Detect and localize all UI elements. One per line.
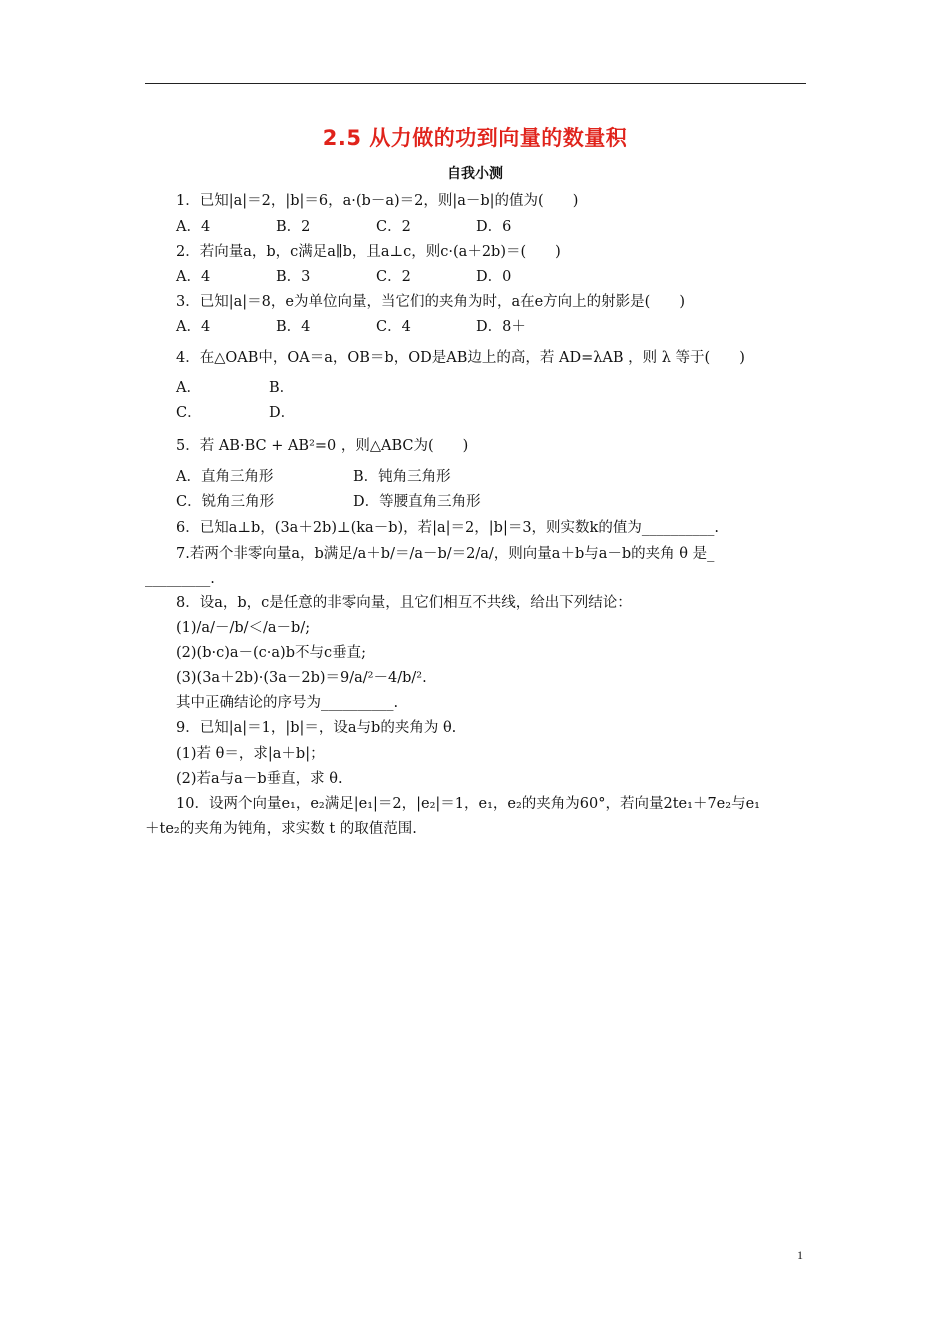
option-b: B．2 [276, 219, 311, 235]
question-5-stem: 5．若 AB·BC + AB²=0 ，则△ABC为( ) [176, 438, 469, 454]
question-8-answer-prompt: 其中正确结论的序号为__________. [176, 695, 399, 711]
question-4-stem: 4．在△OAB中，OA＝a，OB＝b，OD是AB边上的高，若 AD=λAB ，则 λ 等于( ) [176, 350, 745, 366]
question-4-options-row1 [176, 379, 294, 397]
option-d: D．0 [476, 269, 512, 285]
option-b: B．4 [276, 319, 311, 335]
option-d: D．8＋ [476, 319, 526, 335]
question-8-stem: 8．设a，b，c是任意的非零向量，且它们相互不共线，给出下列结论： [176, 595, 632, 611]
question-5-options-row1 [176, 468, 451, 486]
question-1-options [176, 218, 511, 236]
page-title: 2.5 从力做的功到向量的数量积 [322, 126, 628, 150]
option-b: B．钝角三角形 [353, 469, 451, 485]
option-a: A．4 [176, 219, 211, 235]
page-number: 1 [797, 1248, 803, 1262]
question-7-stem: 7.若两个非零向量a，b满足/a＋b/＝/a－b/＝2/a/，则向量a＋b与a－b的夹角 θ 是_ [176, 546, 715, 562]
question-2-options [176, 268, 511, 286]
question-9-part-1: (1)若 θ＝，求|a＋b|； [176, 746, 325, 762]
option-c: C．2 [376, 219, 411, 235]
question-8-item-1: (1)/a/－/b/＜/a－b/; [176, 620, 311, 636]
question-9-part-2: (2)若a与a－b垂直，求 θ. [176, 771, 343, 787]
option-d: D．6 [476, 219, 512, 235]
option-a: A．4 [176, 319, 211, 335]
question-8-item-2: (2)(b·c)a－(c·a)b不与c垂直; [176, 645, 366, 661]
option-a: A．直角三角形 [176, 469, 274, 485]
question-9-stem: 9．已知|a|＝1，|b|＝，设a与b的夹角为 θ. [176, 720, 457, 736]
question-1-stem: 1．已知|a|＝2，|b|＝6，a·(b－a)＝2，则|a－b|的值为( ) [176, 193, 579, 209]
question-4-options-row2 [176, 404, 295, 422]
question-8-item-3: (3)(3a＋2b)·(3a－2b)＝9/a/²－4/b/². [176, 670, 427, 686]
option-d: D．等腰直角三角形 [353, 494, 481, 510]
option-d: D． [269, 405, 296, 421]
option-b: B．3 [276, 269, 311, 285]
section-subtitle: 自我小测 [447, 166, 503, 182]
question-3-stem: 3．已知|a|＝8，e为单位向量，当它们的夹角为时，a在e方向上的射影是( ) [176, 294, 685, 310]
question-2-stem: 2．若向量a，b，c满足a∥b，且a⊥c，则c·(a＋2b)＝( ) [176, 244, 561, 260]
option-c: C．2 [376, 269, 411, 285]
question-3-options [176, 318, 526, 336]
question-5-options-row2 [176, 493, 481, 511]
option-c: C．锐角三角形 [176, 494, 275, 510]
header-rule [145, 83, 806, 84]
question-6-stem: 6．已知a⊥b，(3a＋2b)⊥(ka－b)，若|a|＝2，|b|＝3，则实数k的值为__________. [176, 520, 719, 536]
option-c: C． [176, 405, 202, 421]
question-7-continuation: _________. [145, 571, 215, 587]
option-b: B． [269, 380, 295, 396]
option-a: A． [176, 380, 201, 396]
question-10-continuation: ＋te₂的夹角为钝角，求实数 t 的取值范围. [145, 821, 417, 837]
option-c: C．4 [376, 319, 411, 335]
option-a: A．4 [176, 269, 211, 285]
question-10-stem: 10．设两个向量e₁，e₂满足|e₁|＝2，|e₂|＝1，e₁，e₂的夹角为60°，若向量2te₁＋7e₂与e₁ [176, 796, 760, 812]
